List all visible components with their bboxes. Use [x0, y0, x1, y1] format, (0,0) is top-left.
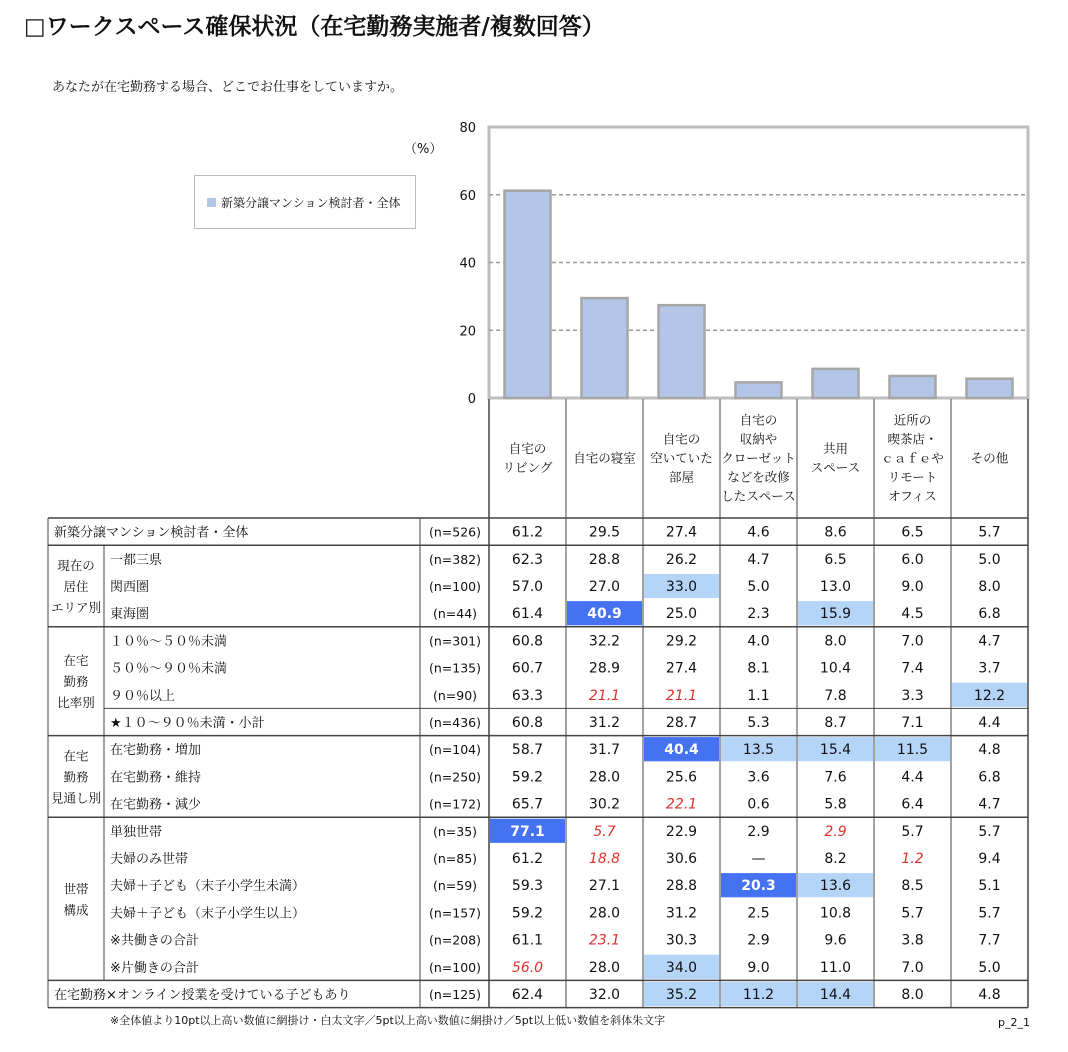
table-value: 3.8 [901, 932, 924, 949]
table-value: 4.7 [747, 551, 770, 568]
table-value: 6.8 [978, 769, 1001, 786]
table-value: — [751, 851, 766, 867]
table-value: 61.2 [511, 524, 544, 541]
row-n: (n=301) [428, 633, 482, 649]
table-value: 61.4 [511, 606, 544, 623]
group-label: 在宅勤務見通し別 [50, 748, 102, 806]
table-value: 22.1 [665, 796, 698, 813]
row-label: ★１０～９０％未満・小計 [110, 716, 265, 731]
table-value: 60.8 [511, 633, 544, 650]
x-category-label: 自宅の収納やクローゼットなどを改修したスペース [721, 412, 796, 504]
table-value: 8.1 [747, 660, 770, 677]
table-value: 5.8 [824, 796, 847, 813]
row-label: ※共働きの合計 [110, 933, 199, 949]
y-tick-label: 60 [459, 188, 476, 204]
table-value: 5.7 [901, 905, 924, 922]
table-value: 3.6 [747, 769, 770, 786]
page-title: □ワークスペース確保状況（在宅勤務実施者/複数回答） [24, 14, 605, 40]
table-value: 6.0 [901, 551, 924, 568]
row-label: 在宅勤務・減少 [110, 797, 202, 813]
table-value: 4.4 [978, 715, 1001, 731]
row-n: (n=382) [428, 551, 482, 567]
row-label: 新築分譲マンション検討者・全体 [54, 525, 249, 541]
table-value: 6.8 [978, 606, 1001, 623]
table-value: 21.1 [665, 687, 698, 704]
table-value: 30.6 [665, 851, 698, 867]
row-n: (n=104) [428, 742, 482, 758]
y-tick-label: 40 [459, 256, 476, 272]
row-n: (n=90) [432, 687, 478, 703]
table-value: 62.3 [511, 551, 544, 568]
table-value: 5.7 [978, 905, 1001, 922]
x-category-label: 自宅のリビング [502, 441, 553, 475]
row-n: (n=59) [432, 878, 478, 894]
table-value: 27.1 [588, 878, 621, 895]
table-value: 35.2 [665, 987, 698, 1003]
table-value: 5.7 [978, 823, 1001, 840]
table-value: 9.0 [747, 959, 770, 976]
table-value: 32.2 [588, 633, 621, 650]
table-value: 2.9 [747, 932, 770, 949]
table-value: 31.2 [665, 905, 698, 922]
x-category-label: 近所の喫茶店・ｃａｆｅやリモートオフィス [881, 412, 944, 504]
row-n: (n=85) [432, 851, 478, 866]
table-value: 28.0 [588, 905, 621, 922]
table-value: 63.3 [511, 687, 544, 704]
row-n: (n=44) [432, 606, 478, 622]
row-n: (n=172) [428, 796, 482, 812]
table-value: 31.2 [588, 715, 621, 731]
table-value: 15.9 [819, 606, 852, 623]
table-value: 0.6 [747, 796, 770, 813]
table-value: 6.4 [901, 796, 924, 813]
row-n: (n=526) [428, 524, 482, 540]
table-value: 20.3 [741, 878, 776, 895]
table-value: 9.0 [901, 579, 924, 595]
row-label: 夫婦＋子ども（末子小学生以上） [110, 906, 306, 922]
table-value: 7.1 [901, 715, 924, 731]
table-value: 23.1 [588, 932, 621, 949]
table-value: 34.0 [665, 959, 698, 976]
table-value: 28.8 [588, 551, 621, 568]
unit-label: （%） [404, 142, 443, 157]
table-value: 60.8 [511, 715, 544, 731]
row-n: (n=35) [432, 823, 478, 839]
table-value: 40.4 [664, 742, 699, 759]
table-value: 29.2 [665, 633, 698, 650]
row-label: 夫婦のみ世帯 [110, 852, 189, 867]
table-value: 9.6 [824, 932, 847, 949]
table-value: 8.7 [824, 715, 847, 731]
row-n: (n=157) [428, 905, 482, 921]
table-value: 77.1 [510, 823, 545, 840]
row-label: 東海圏 [110, 607, 150, 623]
row-n: (n=208) [428, 932, 482, 948]
table-value: 18.8 [588, 851, 621, 867]
row-n: (n=135) [428, 660, 482, 676]
table-value: 5.3 [747, 715, 770, 731]
table-value: 57.0 [511, 579, 544, 595]
table-value: 33.0 [665, 579, 698, 595]
footnote: ※全体値より10pt以上高い数値に網掛け・白太文字／5pt以上高い数値に網掛け／5pt以上低い数値を斜体朱文字 [110, 1014, 666, 1027]
row-label: 関西圏 [110, 580, 150, 595]
table-value: 59.2 [511, 905, 544, 922]
table-value: 29.5 [588, 524, 621, 541]
x-category-label: 自宅の空いていた部屋 [650, 431, 713, 485]
table-value: 30.3 [665, 932, 698, 949]
table-value: 13.5 [742, 742, 775, 759]
group-label: 現在の居住エリア別 [50, 558, 102, 615]
table-value: 28.0 [588, 769, 621, 786]
table-value: 13.0 [819, 579, 852, 595]
row-label: 在宅勤務・増加 [110, 743, 202, 759]
table-value: 22.9 [665, 823, 698, 840]
table-value: 21.1 [588, 687, 621, 704]
row-label: １０％～５０％未満 [110, 634, 228, 650]
table-value: 7.6 [824, 769, 847, 786]
table-value: 4.7 [978, 796, 1001, 813]
row-label: 一都三県 [110, 552, 163, 568]
table-value: 32.0 [588, 987, 621, 1003]
y-tick-label: 80 [459, 121, 476, 136]
table-value: 60.7 [511, 660, 544, 677]
table-value: 5.0 [747, 579, 770, 595]
x-category-label: その他 [970, 450, 1009, 466]
table-value: 7.8 [824, 687, 847, 704]
table-value: 8.5 [901, 878, 924, 895]
table-value: 56.0 [511, 959, 544, 976]
table-value: 11.0 [819, 959, 852, 976]
table-value: 3.3 [901, 687, 924, 704]
table-value: 4.0 [747, 633, 770, 650]
table-value: 12.2 [973, 687, 1006, 704]
row-label: 夫婦＋子ども（末子小学生未満） [110, 879, 306, 895]
table-value: 58.7 [511, 742, 544, 759]
row-n: (n=100) [428, 579, 482, 594]
table-value: 4.5 [901, 606, 924, 623]
table-value: 61.1 [511, 932, 544, 949]
table-value: 14.4 [819, 987, 852, 1003]
table-value: 8.6 [824, 524, 847, 541]
table-value: 2.3 [747, 606, 770, 623]
table-value: 65.7 [511, 796, 544, 813]
table-value: 11.2 [742, 987, 775, 1003]
legend-label: 新築分譲マンション検討者・全体 [221, 195, 401, 210]
table-value: 4.6 [747, 524, 770, 541]
table-value: 5.7 [901, 823, 924, 840]
table-value: 7.0 [901, 633, 924, 650]
table-value: 2.9 [824, 823, 847, 840]
row-label: ※片働きの合計 [110, 960, 199, 976]
table-value: 40.9 [587, 606, 622, 623]
table-value: 8.0 [978, 579, 1001, 595]
table-value: 27.0 [588, 579, 621, 595]
table-value: 4.8 [978, 987, 1001, 1003]
row-label: 単独世帯 [110, 824, 163, 840]
table-value: 10.4 [819, 660, 852, 677]
table-value: 28.8 [665, 878, 698, 895]
row-label: 在宅勤務×オンライン授業を受けている子どもあり [54, 988, 351, 1003]
table-value: 28.0 [588, 959, 621, 976]
table-value: 8.0 [824, 633, 847, 650]
row-n: (n=100) [428, 959, 482, 975]
table-value: 30.2 [588, 796, 621, 813]
table-value: 9.4 [978, 851, 1001, 867]
table-value: 1.2 [901, 851, 924, 867]
table-value: 59.2 [511, 769, 544, 786]
table-value: 27.4 [665, 660, 698, 677]
table-value: 6.5 [824, 551, 847, 568]
y-tick-label: 0 [467, 392, 476, 407]
row-label: ９０％以上 [110, 688, 176, 704]
table-value: 13.6 [819, 878, 852, 895]
table-value: 61.2 [511, 851, 544, 867]
table-value: 11.5 [896, 742, 929, 759]
table-value: 31.7 [588, 742, 621, 759]
table-value: 28.7 [665, 715, 698, 731]
group-label: 世帯構成 [63, 881, 89, 918]
table-value: 5.0 [978, 551, 1001, 568]
table-value: 7.4 [901, 660, 924, 677]
table-value: 1.1 [747, 687, 770, 704]
table-value: 5.7 [593, 823, 616, 840]
table-value: 4.7 [978, 633, 1001, 650]
table-value: 10.8 [819, 905, 852, 922]
page-number: p_2_1 [998, 1016, 1030, 1029]
table-value: 59.3 [511, 878, 544, 895]
table-value: 3.7 [978, 660, 1001, 677]
table-value: 5.1 [978, 878, 1001, 895]
table-value: 25.0 [665, 606, 698, 623]
table-value: 26.2 [665, 551, 698, 568]
row-label: ５０％～９０％未満 [110, 661, 228, 677]
table-value: 4.4 [901, 769, 924, 786]
table-value: 2.5 [747, 905, 770, 922]
table-value: 5.7 [978, 524, 1001, 541]
table-value: 25.6 [665, 769, 698, 786]
table-value: 8.2 [824, 851, 847, 867]
y-tick-label: 20 [459, 324, 476, 340]
table-value: 4.8 [978, 742, 1001, 759]
survey-question: あなたが在宅勤務する場合、どこでお仕事をしていますか。 [52, 80, 404, 95]
table-value: 7.7 [978, 932, 1001, 949]
table-value: 27.4 [665, 524, 698, 541]
row-n: (n=125) [428, 987, 482, 1002]
table-value: 6.5 [901, 524, 924, 541]
x-category-label: 共用スペース [810, 441, 861, 475]
table-value: 15.4 [819, 742, 852, 759]
table-value: 5.0 [978, 959, 1001, 976]
group-label: 在宅勤務比率別 [57, 653, 95, 711]
row-label: 在宅勤務・維持 [110, 770, 202, 786]
table-value: 28.9 [588, 660, 621, 677]
table-value: 8.0 [901, 987, 924, 1003]
row-n: (n=436) [428, 715, 482, 730]
row-n: (n=250) [428, 769, 482, 785]
table-value: 7.0 [901, 959, 924, 976]
x-category-label: 自宅の寝室 [573, 450, 636, 466]
table-value: 2.9 [747, 823, 770, 840]
table-value: 62.4 [511, 987, 544, 1003]
